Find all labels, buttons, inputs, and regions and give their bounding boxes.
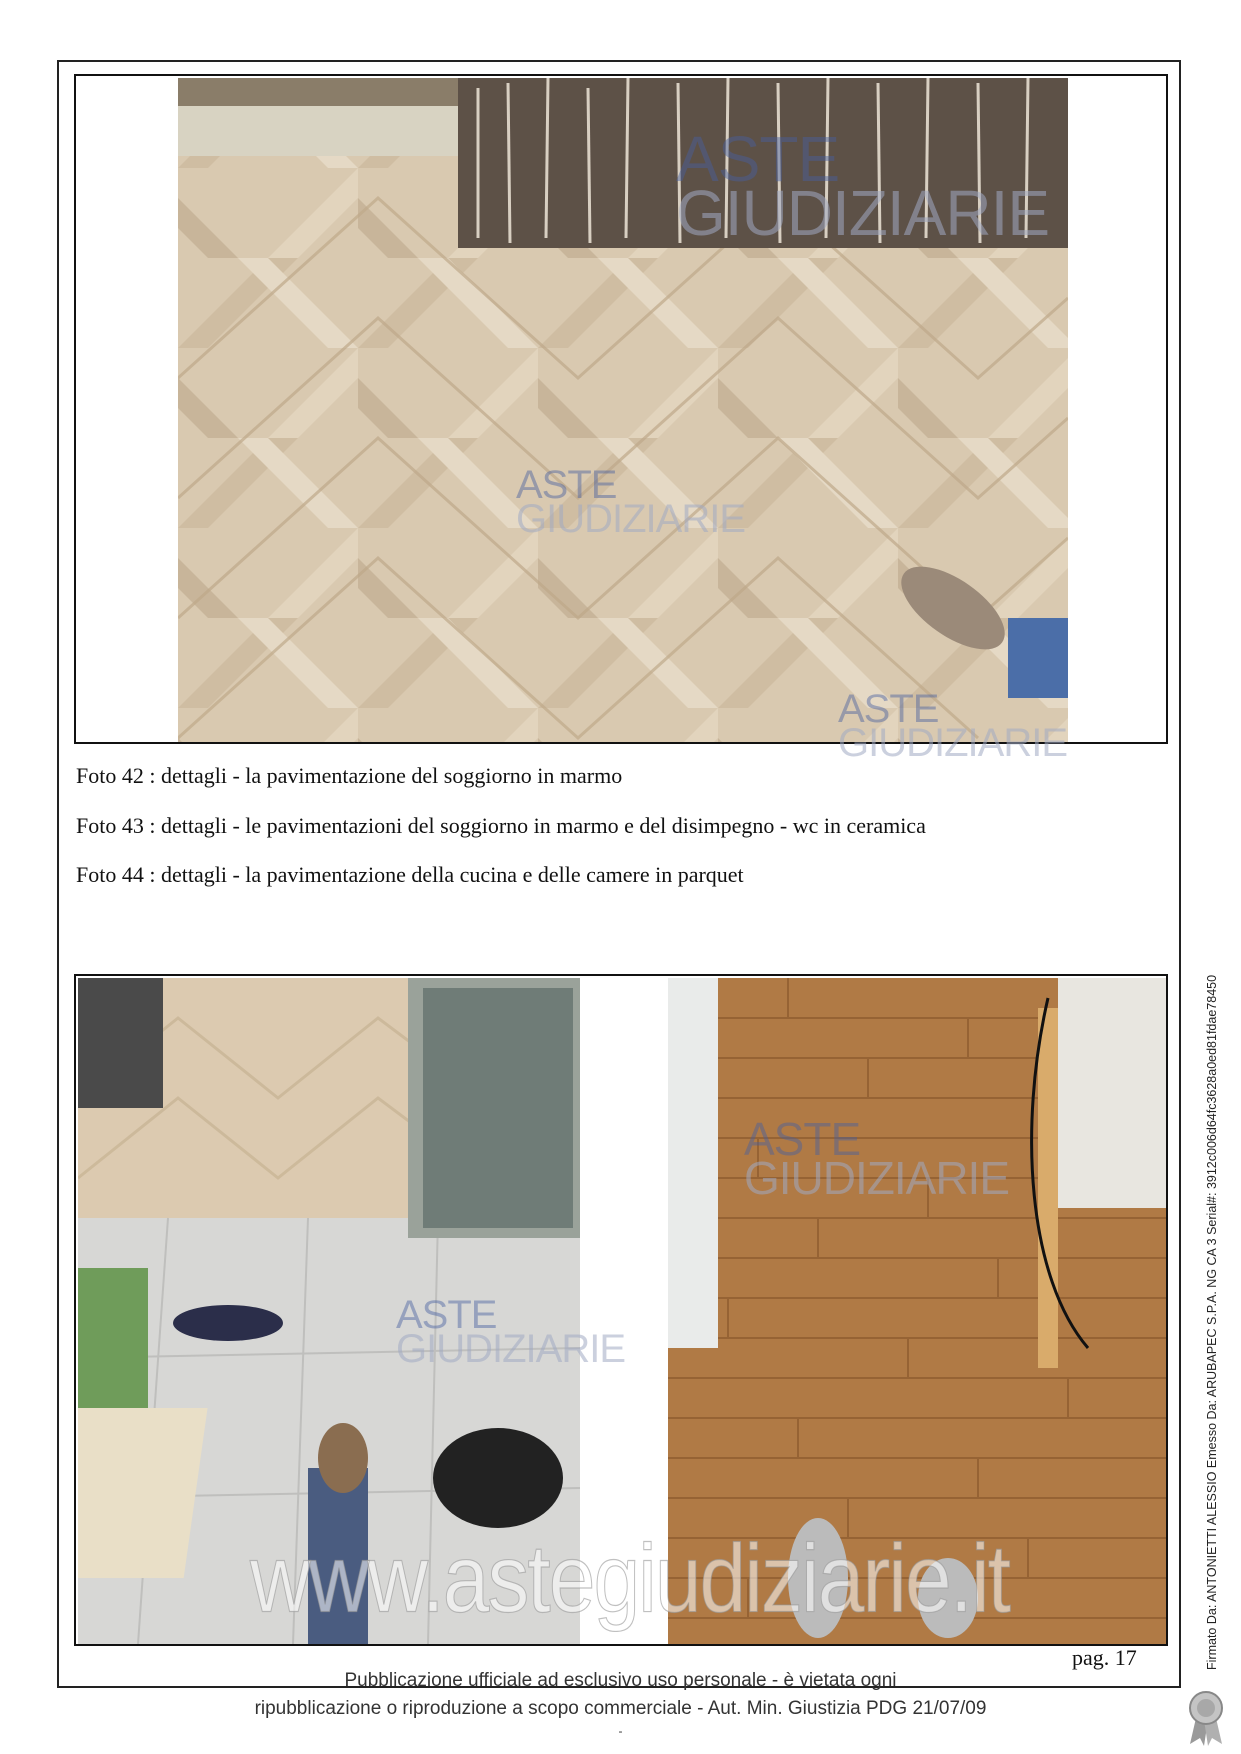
caption-foto-44: Foto 44 : dettagli - la pavimentazione della cucina e delle camere in parquet <box>76 862 744 887</box>
watermark-site: www.astegiudiziarie.it <box>250 1523 1010 1632</box>
page-number: pag. 17 <box>1072 1645 1137 1670</box>
seal-icon <box>1186 1690 1226 1751</box>
watermark-text: ASTE <box>676 123 840 195</box>
caption-foto-42: Foto 42 : dettagli - la pavimentazione del soggiorno in marmo <box>76 763 623 788</box>
watermark-text: GIUDIZIARIE <box>838 721 1068 765</box>
watermark-text: GIUDIZIARIE <box>396 1327 626 1371</box>
watermark-text: GIUDIZIARIE <box>516 497 746 541</box>
footer-mark: - <box>618 1724 623 1738</box>
watermark-text: ASTE <box>744 1113 861 1165</box>
side-signature: Firmato Da: ANTONIETTI ALESSIO Emesso Da: ARUBAPEC S.P.A. NG CA 3 Serial#: 3912c006d64fc3628a0ed81fdae78450 <box>1205 974 1219 1670</box>
photo-marble-floor <box>178 78 1068 742</box>
watermark-text: ASTE <box>838 687 939 731</box>
caption-foto-43: Foto 43 : dettagli - le pavimentazioni del soggiorno in marmo e del disimpegno - wc in ceramica <box>76 813 926 838</box>
watermark-text: ASTE <box>516 463 617 507</box>
watermark-text: ASTE <box>396 1293 497 1337</box>
footer-line-1: Pubblicazione ufficiale ad esclusivo uso personale - è vietata ogni <box>344 1670 897 1691</box>
photo-frame-top <box>74 74 1168 744</box>
footer-line-2: ripubblicazione o riproduzione a scopo commerciale - Aut. Min. Giustizia PDG 21/07/09 <box>254 1698 987 1719</box>
watermark-text: GIUDIZIARIE <box>676 177 1050 250</box>
watermark-text: GIUDIZIARIE <box>744 1152 1010 1205</box>
